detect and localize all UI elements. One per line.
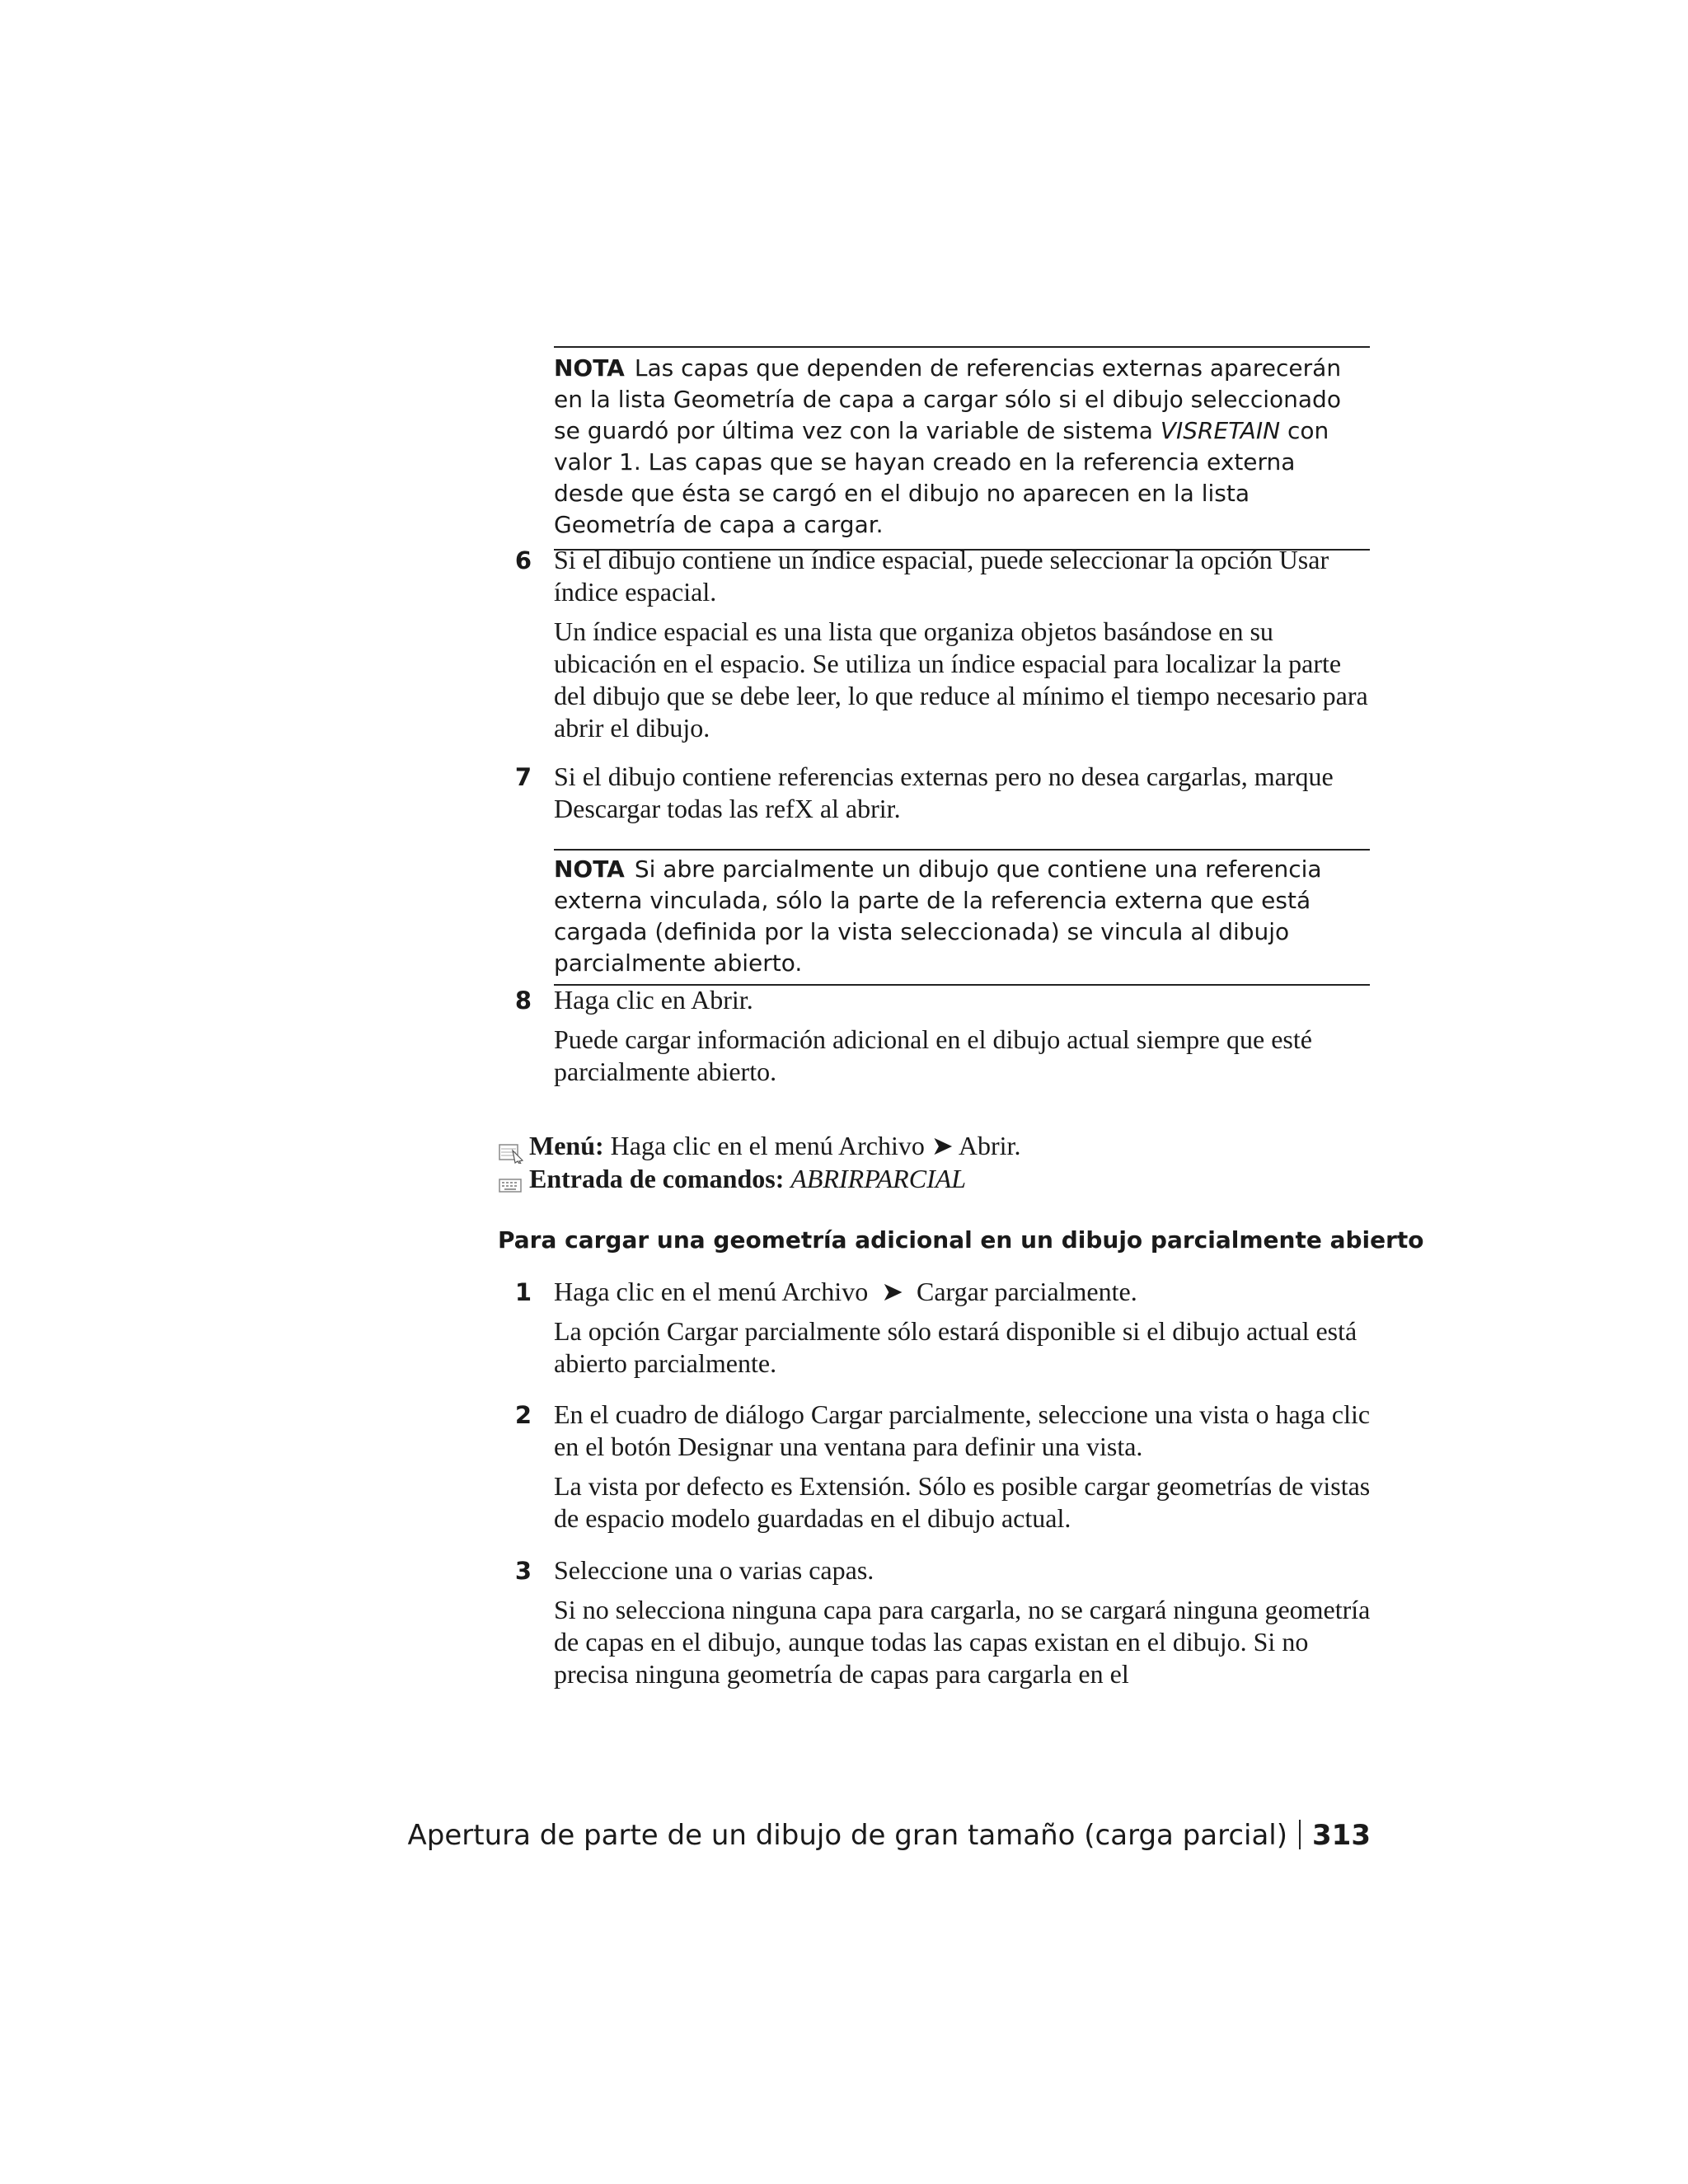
step-text: Si el dibujo contiene un índice espacial, puede seleccionar la opción Usar índice espacial. — [554, 545, 1329, 607]
step-number: 7 — [514, 763, 532, 791]
step-detail: La opción Cargar parcialmente sólo estará disponible si el dibujo actual está abierto parcialmente. — [554, 1316, 1357, 1378]
step-number: 1 — [514, 1278, 532, 1306]
step-text: En el cuadro de diálogo Cargar parcialmente, seleccione una vista o haga clic en el botón Designar una ventana para definir una vista. — [554, 1399, 1371, 1461]
menu-path: Haga clic en el menú Archivo ➤ Abrir. — [610, 1131, 1021, 1160]
step-text: Haga clic en Abrir. — [554, 985, 753, 1015]
step-text: Si el dibujo contiene referencias externas pero no desea cargarlas, marque Descargar todas las refX al abrir. — [554, 762, 1334, 823]
step-number: 6 — [514, 546, 532, 574]
footer-separator — [1299, 1820, 1301, 1849]
step-text: Seleccione una o varias capas. — [554, 1555, 874, 1585]
note-1-text: NOTA Las capas que dependen de referencias externas aparecerán en la lista Geometría de capa a cargar sólo si el dibujo seleccionado se guardó por última vez con la variable de sistema VISRETAIN con valor 1. Las capas que se hayan creado en la referencia externa desde que ésta se cargó en el dibujo no aparecen en la lista Geometría de capa a cargar. — [554, 354, 1342, 538]
step-detail: Puede cargar información adicional en el dibujo actual siempre que esté parcialmente abierto. — [554, 1024, 1312, 1086]
keyboard-icon — [498, 1171, 526, 1193]
note-box-2 — [554, 849, 1370, 986]
menu-icon — [498, 1138, 526, 1160]
note-2-label: NOTA — [554, 855, 625, 883]
page-number: 313 — [1312, 1819, 1371, 1852]
page-footer — [408, 1817, 1371, 1854]
command-name: ABRIRPARCIAL — [790, 1164, 967, 1193]
footer-title: Apertura de parte de un dibujo de gran tamaño (carga parcial) — [407, 1819, 1288, 1852]
step-text: Haga clic en el menú Archivo ➤ Cargar parcialmente. — [554, 1277, 1137, 1306]
note-2-text: NOTA Si abre parcialmente un dibujo que contiene una referencia externa vinculada, sólo la parte de la referencia externa que está cargada (definida por la vista seleccionada) se vincula al dibujo parcialmente abierto. — [554, 855, 1322, 977]
step-number: 3 — [514, 1557, 532, 1585]
step-8 — [511, 984, 1372, 1095]
step-2 — [511, 1399, 1372, 1542]
step-6 — [511, 544, 1372, 752]
note-box-1 — [554, 346, 1370, 551]
step-number: 8 — [514, 987, 532, 1015]
step-number: 2 — [514, 1401, 532, 1429]
menu-access-line — [498, 1129, 1020, 1162]
step-7 — [511, 761, 1372, 832]
menu-label: Menú: — [529, 1131, 604, 1160]
step-detail: Si no selecciona ninguna capa para cargarla, no se cargará ninguna geometría de capas en el dibujo, aunque todas las capas existan en el dibujo. Si no precisa ninguna geometría de capas para cargarla en el — [554, 1595, 1371, 1689]
step-detail: Un índice espacial es una lista que organiza objetos basándose en su ubicación en el espacio. Se utiliza un índice espacial para localizar la parte del dibujo que se debe leer, lo que reduce al mínimo el tiempo necesario para abrir el dibujo. — [554, 616, 1368, 743]
system-variable: VISRETAIN — [1160, 417, 1281, 444]
command-entry-line — [498, 1162, 966, 1195]
step-detail: La vista por defecto es Extensión. Sólo es posible cargar geometrías de vistas de espacio modelo guardadas en el dibujo actual. — [554, 1471, 1371, 1533]
procedure-heading: Para cargar una geometría adicional en un dibujo parcialmente abierto — [498, 1226, 1424, 1254]
command-label: Entrada de comandos: — [529, 1164, 785, 1193]
step-3 — [511, 1554, 1372, 1698]
step-1 — [511, 1276, 1372, 1387]
note-1-label: NOTA — [554, 354, 625, 382]
